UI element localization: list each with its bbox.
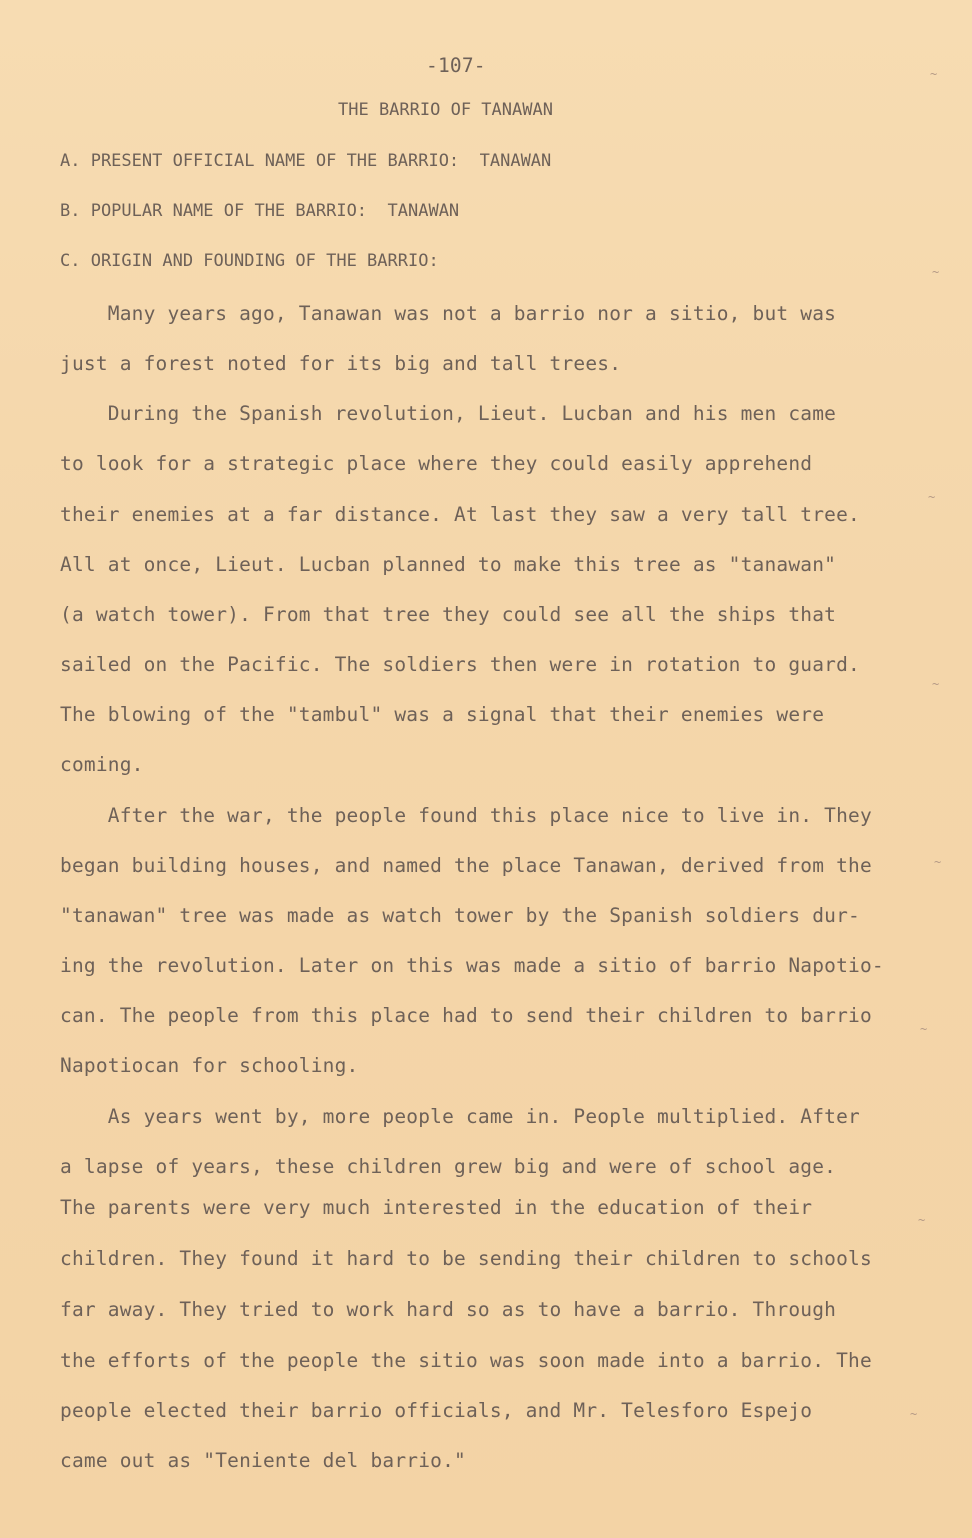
scan-speck-icon: ~ (934, 855, 942, 869)
page-number: -107- (426, 54, 486, 77)
body-line: All at once, Lieut. Lucban planned to make this tree as "tanawan" (60, 553, 837, 576)
heading-c: C. ORIGIN AND FOUNDING OF THE BARRIO: (60, 251, 439, 271)
scan-speck-icon: ~ (910, 1407, 918, 1421)
body-line: During the Spanish revolution, Lieut. Lucban and his men came (60, 402, 837, 425)
body-line: a lapse of years, these children grew big and were of school age. (60, 1155, 837, 1178)
scan-speck-icon: ~ (932, 677, 940, 691)
page-title: THE BARRIO OF TANAWAN (338, 100, 553, 120)
heading-a: A. PRESENT OFFICIAL NAME OF THE BARRIO: TANAWAN (60, 151, 552, 171)
body-line: The parents were very much interested in the education of their (60, 1196, 813, 1219)
body-line: Many years ago, Tanawan was not a barrio nor a sitio, but was (60, 302, 837, 325)
body-line: "tanawan" tree was made as watch tower by the Spanish soldiers dur- (60, 904, 860, 927)
body-line: The blowing of the "tambul" was a signal that their enemies were (60, 703, 825, 726)
body-line: came out as "Teniente del barrio." (60, 1449, 466, 1472)
scan-speck-icon: ~ (930, 67, 938, 81)
heading-b: B. POPULAR NAME OF THE BARRIO: TANAWAN (60, 201, 460, 221)
scan-speck-icon: ~ (928, 490, 936, 504)
body-line: can. The people from this place had to send their children to barrio (60, 1004, 872, 1027)
scan-speck-icon: ~ (918, 1213, 926, 1227)
body-line: children. They found it hard to be sending their children to schools (60, 1247, 872, 1270)
body-line: the efforts of the people the sitio was soon made into a barrio. The (60, 1349, 872, 1372)
body-line: sailed on the Pacific. The soldiers then were in rotation to guard. (60, 653, 860, 676)
body-line: began building houses, and named the place Tanawan, derived from the (60, 854, 872, 877)
scan-speck-icon: ~ (932, 265, 940, 279)
body-line: just a forest noted for its big and tall trees. (60, 352, 622, 375)
body-line: their enemies at a far distance. At last they saw a very tall tree. (60, 503, 860, 526)
body-line: people elected their barrio officials, and Mr. Telesforo Espejo (60, 1399, 813, 1422)
body-line: to look for a strategic place where they could easily apprehend (60, 452, 813, 475)
body-line: As years went by, more people came in. People multiplied. After (60, 1105, 860, 1128)
scan-speck-icon: ~ (920, 1022, 928, 1036)
body-line: (a watch tower). From that tree they could see all the ships that (60, 603, 837, 626)
body-line: After the war, the people found this place nice to live in. They (60, 804, 872, 827)
body-line: Napotiocan for schooling. (60, 1054, 359, 1077)
body-line: coming. (60, 753, 144, 776)
body-line: far away. They tried to work hard so as to have a barrio. Through (60, 1298, 837, 1321)
body-line: ing the revolution. Later on this was made a sitio of barrio Napotio- (60, 954, 884, 977)
